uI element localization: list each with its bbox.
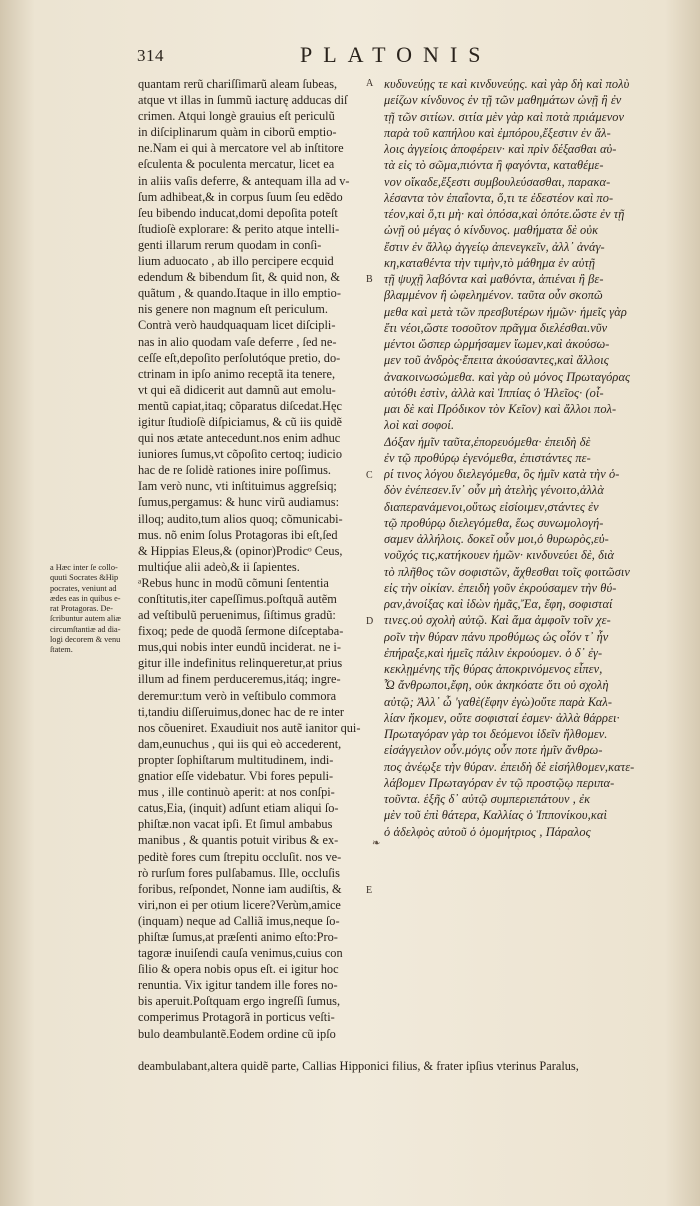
- latin-text-line: nis genere non magnum eſt periculum.: [138, 302, 328, 317]
- greek-text-line: μεν τοῦ ἀνδρὸς·ἔπειτα ἀκούσαντες,καὶ ἄλλοις: [384, 353, 609, 368]
- latin-text-line: tagoræ inuiſendi cauſa venimus,cuius con: [138, 946, 343, 961]
- latin-text-line: conſtitutis,iter capeſſimus.poſtquã autẽm: [138, 592, 337, 606]
- latin-column: [138, 76, 364, 1042]
- latin-text-line: hac de re ſolidè rationes inire poſſimus.: [138, 463, 331, 478]
- section-marker-b: B: [366, 274, 373, 285]
- latin-text-line: rò rurſum fores pulſabamus. Ille, occluſis: [138, 865, 340, 880]
- greek-text-line: ἔστιν ἐν ἄλλῳ ἀγγείῳ ἀπενεγκεῖν, ἀλλ᾽ ἀνάγ-: [384, 239, 605, 254]
- latin-text-line: in diſciplinarum quàm in ciborũ emptio-: [138, 125, 337, 140]
- latin-text-line: & Hippias Eleus,& (opinor)Prodicᵒ Ceus,: [138, 543, 343, 558]
- greek-text-line: ὁ ἀδελφὸς αὐτοῦ ὁ ὁμομήτριος , Πάραλος: [384, 824, 591, 839]
- latin-text-line: quantam rerũ chariſſimarũ aleam ſubeas,: [138, 77, 338, 91]
- latin-text-line: gitur ille indefinitus relinqueretur,at prius: [138, 656, 343, 671]
- greek-text-line: αὐτόθι ἐστὶν, ἀλλὰ καὶ Ἱππίας ὁ Ἠλεῖος· (οἶ-: [384, 385, 604, 400]
- section-marker-a: A: [366, 78, 374, 89]
- greek-text-line: ὠνῇ οὐ μέγας ὁ κίνδυνος. μαθήματα δὲ οὐκ: [384, 223, 599, 238]
- marginal-note-line: rat Protagoras. De-: [50, 604, 113, 614]
- latin-text-line: atque vt illas in ſummũ iacturę adducas diſ: [138, 93, 348, 108]
- greek-text-line: κεκλῃμένης τῆς θύρας ἀποκρινόμενος εἶπεν,: [384, 662, 603, 676]
- latin-text-line: genti illarum rerum quodam in conſi-: [138, 237, 322, 252]
- latin-text-line: deremur:tum verò in veſtibulo commora: [138, 688, 337, 703]
- latin-text-line: ad veſtibulũ peruenimus, ſiſtimus gradũ:: [138, 608, 336, 623]
- greek-text-line: μὲν τοῦ ἐπὶ θάτερα, Καλλίας ὁ Ἱππονίκου,καὶ: [384, 808, 607, 823]
- running-title: PLATONIS: [300, 42, 492, 67]
- latin-text-line: bis aperuit.Poſtquam ergo ingreſſi ſumus,: [138, 994, 341, 1009]
- greek-text-line: τὰ εἰς τὸ σῶμα,πιόντα ἢ φαγόντα, καταθέμε-: [384, 158, 604, 173]
- latin-text-line: crimen. Atqui longè grauius eſt periculũ: [138, 109, 335, 124]
- greek-text-line: ἐπήραξε,καὶ ἡμεῖς πάλιν ἐκρούομεν. ὁ δ᾽ ἐγ-: [384, 645, 603, 660]
- greek-text-line: Ὦ ἄνθρωποι,ἔφη, οὐκ ἀκηκόατε ὅτι οὐ σχολὴ: [384, 678, 609, 693]
- marginal-note-line: pocrates, veniunt ad: [50, 583, 117, 593]
- greek-text-line: τοῦντα. ἑξῆς δ᾽ αὐτῷ συμπεριεπάτουν , ἐκ: [384, 792, 591, 806]
- greek-text-line: ροῖν τὴν θύραν πάνυ προθύμως ὡς οἷόν τ᾽ ἦν: [384, 629, 609, 644]
- latin-text-line: peditè fores cum ſtrepitu occluſit. nos ve-: [138, 849, 342, 864]
- greek-text-line: ραν,ἀνοίξας καὶ ἰδὼν ἡμᾶς,Ἔα, ἔφη, σοφισταί: [384, 597, 613, 611]
- latin-text-line: manibus , & quantis potuit viribus & ex-: [138, 833, 339, 848]
- latin-text-line: catus,Eia, (inquit) adſunt etiam aliqui ſo-: [138, 801, 339, 816]
- latin-text-line: qui nos ætate antecedunt.nos enim adhuc: [138, 431, 341, 446]
- latin-text-line: (inquam) neque ad Calliã imus,neque ſo-: [138, 913, 340, 928]
- latin-text-line: ſtudioſè explorare: & perito atque intelli-: [138, 221, 340, 236]
- latin-text-line: phiſtæ.non vacat ipſi. Et ſimul ambabus: [138, 817, 333, 832]
- greek-text-line: εἰς τὴν οἰκίαν. ἐπειδὴ γοῦν ἐκρούσαμεν τὴν θύ-: [384, 580, 617, 595]
- marginal-note-line: ſcribuntur autem aliæ: [50, 614, 121, 624]
- marginal-note-line: a Hæc inter ſe collo-: [50, 563, 118, 572]
- latin-text-line: foribus, reſpondet, Nonne iam audiſtis, &: [138, 881, 342, 896]
- latin-text-line: Iam verò nunc, vti inſtituimus aggreſsiq;: [138, 479, 337, 494]
- latin-text-line: vt qui eã didicerit aut damnũ aut emolu-: [138, 382, 336, 397]
- greek-text-line: ρί τινος λόγου διελεγόμεθα, ὃς ἡμῖν κατὰ τὴν ὁ-: [384, 467, 620, 481]
- greek-text-line: τὸ πλῆθος τῶν σοφιστῶν, ἄχθεσθαι τοῖς φοιτῶσιν: [384, 564, 631, 579]
- greek-text-line: ἀνακοινωσώμεθα. καὶ γὰρ οὐ μόνος Πρωταγόρας: [384, 369, 631, 384]
- marginal-note-line: logi decorem & venu: [50, 635, 121, 645]
- latin-text-line: ti,tandiu diſſeruimus,donec hac de re inter: [138, 704, 345, 719]
- full-width-closing-line: deambulabant,altera quidẽ parte, Callias Hipponici filius, & frater ipſius vterinus Paralus,: [138, 1059, 579, 1073]
- latin-text-line: ᵃRebus hunc in modũ cõmuni ſententia: [138, 575, 329, 590]
- greek-text-line: δὸν ἐνέπεσεν.ἵν᾽ οὖν μὴ ἀτελὴς γένοιτο,ἀλλὰ: [384, 483, 604, 498]
- latin-text-line: in aliis vaſis deferre, & antequam illa ad v-: [138, 173, 350, 188]
- greek-text-line: εἰσάγγειλον οὖν.μόγις οὖν ποτε ἡμῖν ἄνθρω-: [384, 743, 603, 758]
- latin-text-line: dam,eunuchus , qui iis qui eò accederent,: [138, 736, 342, 751]
- latin-text-line: mus,qui nobis inter eundũ inciderat. ne i-: [138, 640, 341, 655]
- marginal-note-line: quuti Socrates &Hip: [50, 573, 119, 583]
- latin-text-line: propter ſophiſtarum multitudinem, indi-: [138, 752, 334, 767]
- latin-text-line: nos cõueniret. Exaudiuit nos autẽ ianitor qui-: [138, 720, 361, 735]
- latin-text-line: multiq́ue alii adeò,& ii ſapientes.: [138, 559, 300, 574]
- greek-text-line: παρὰ τοῦ καπήλου καὶ ἐμπόρου,ἔξεστιν ἐν ἄλ-: [384, 125, 611, 140]
- latin-text-line: ſeu bibendo inducat,domi depoſita poteſt: [138, 205, 338, 220]
- section-marker-d: D: [366, 616, 374, 627]
- greek-text-line: μέντοι ὥσπερ ὡρμήσαμεν ἴωμεν,καὶ ἀκούσω-: [384, 337, 610, 351]
- latin-text-line: ceſſe eſt,depoſito perſolutóque pretio, do-: [138, 350, 341, 365]
- latin-text-line: edendum & bibendum ſit, & quid non, &: [138, 270, 340, 285]
- greek-text-line: νοῦχός τις,κατήκουεν ἡμῶν· κινδυνεύει δὲ, διὰ: [384, 548, 615, 563]
- latin-text-line: nas in alio quodam vaſe deferre , ſed ne-: [138, 334, 337, 349]
- greek-text-line: λέσαντα τὸν ἐπαΐοντα, ὅ,τι τε ἐδεστέον καὶ πο-: [384, 190, 614, 205]
- latin-text-line: viri,non ei per otium licere?Verùm,amice: [138, 897, 341, 912]
- latin-text-line: mentũ capiat,itaq; cõparatus diſcedat.Hęc: [138, 398, 342, 413]
- marginal-note: [50, 563, 142, 656]
- greek-text-line: μεθα καὶ μετὰ τῶν πρεσβυτέρων ἡμῶν· ἡμεῖς γὰρ: [384, 304, 627, 319]
- latin-text-line: renuntia. Vix igitur tandem ille fores no-: [138, 978, 338, 993]
- latin-text-line: ſilio & opera nobis opus eſt. ei igitur hoc: [138, 962, 339, 977]
- latin-text-line: ctrinam in ipſo animo receptã ita tenere,: [138, 366, 336, 381]
- marginal-note-line: ædes eas in quibus e-: [50, 593, 121, 603]
- latin-text-line: illoq; audito,tum alios quoq; cõmunicabi-: [138, 511, 343, 526]
- greek-column: [366, 76, 672, 896]
- greek-text-line: τέον,καὶ ὅ,τι μὴ· καὶ ὁπόσα,καὶ ὁπότε.ὥστε ἐν τῇ: [384, 207, 625, 221]
- latin-text-line: mus. nõ enim ſolus Protagoras ibi eſt,ſed: [138, 527, 338, 542]
- greek-text-line: Δόξαν ἡμῖν ταῦτα,ἐπορευόμεθα· ἐπειδὴ δὲ: [384, 434, 591, 449]
- section-marker-c: C: [366, 470, 373, 481]
- latin-text-line: ſum adhibeat,& in corpus ſuum ſeu edẽdo: [138, 189, 343, 204]
- greek-text-line: νον οἴκαδε,ἔξεστι συμβουλεύσασθαι, παρακα-: [384, 174, 611, 189]
- greek-text-line: κη,καταθέντα τὴν τιμὴν,τὸ μάθημα ἐν αὐτῇ: [384, 255, 596, 270]
- greek-text-line: λάβομεν Πρωταγόραν ἐν τῷ προστῷῳ περιπα-: [384, 775, 615, 790]
- latin-text-line: fixoq; pede de quodã ſermone diſceptaba-: [138, 624, 344, 639]
- latin-text-line: quãtum , & quando.Itaque in illo emptio-: [138, 286, 341, 301]
- greek-text-line: βλαμμένον ἢ ὠφελημένον. ταῦτα οὖν σκοπῶ: [384, 288, 603, 303]
- greek-text-line: τινες.οὐ σχολὴ αὐτῷ. Καὶ ἅμα ἀμφοῖν τοῖν χε-: [384, 613, 611, 628]
- latin-text-line: igitur ſtudioſè diſpiciamus, & cũ iis quidẽ: [138, 414, 342, 429]
- fleuron-ornament: ❧: [372, 838, 381, 849]
- greek-text-line: αὐτῷ; Ἀλλ᾽ ὦ 'γαθὲ(ἔφην ἐγὼ)οὔτε παρὰ Καλ-: [384, 694, 613, 709]
- greek-text-line: μείζων κίνδυνος ἐν τῇ τῶν μαθημάτων ὠνῇ ἢ ἐν: [384, 93, 622, 108]
- greek-text-line: μαι δὲ καὶ Πρόδικον τὸν Κεῖον) καὶ ἄλλοι πολ-: [384, 402, 617, 416]
- latin-text-line: gnatior eſſe videbatur. Vbi fores pepuli-: [138, 769, 334, 784]
- greek-text-line: Πρωταγόραν γὰρ τοι δεόμενοι ἰδεῖν ἤλθομεν.: [384, 727, 608, 741]
- latin-text-line: lium aduocato , ab illo percipere ecquid: [138, 254, 334, 269]
- latin-text-line: eſculenta & poculenta mercatur, licet ea: [138, 157, 335, 172]
- latin-text-line: Contrà verò haudquaquam licet diſcipli-: [138, 318, 336, 333]
- greek-text-line: κυδυνεύῃς τε καὶ κινδυνεύῃς. καὶ γὰρ δὴ καὶ πολὺ: [384, 77, 630, 91]
- page-number: 314: [137, 46, 164, 65]
- section-marker-e: E: [366, 885, 373, 896]
- latin-text-line: iuniores ſumus,vt cõpoſito certoq; iudicio: [138, 447, 342, 462]
- greek-text-line: ἔτι νέοι,ὥστε τοσοῦτον πρᾶγμα διελέσθαι.νῦν: [384, 320, 608, 335]
- greek-text-line: τῇ ψυχῇ λαβόντα καὶ μαθόντα, ἀπιέναι ἢ βε-: [384, 272, 604, 286]
- greek-text-line: πος ἀνέῳξε τὴν θύραν. ἐπειδὴ δὲ εἰσήλθομεν,κατε-: [384, 759, 635, 774]
- greek-text-line: ἐν τῷ προθύρῳ ἐγενόμεθα, ἐπιστάντες πε-: [384, 450, 591, 465]
- marginal-note-line: ſtatem.: [50, 645, 73, 655]
- greek-text-line: διαπερανάμενοι,οὕτως εἰσίοιμεν,στάντες ἐν: [384, 499, 599, 514]
- latin-text-line: ne.Nam ei qui à mercatore vel ab inſtitore: [138, 141, 344, 156]
- greek-text-line: λοις ἀγγείοις ἀποφέρειν· καὶ πρὶν δέξασθαι αὐ-: [384, 142, 617, 156]
- marginal-note-line: circumſtantiæ ad dia-: [50, 624, 121, 634]
- latin-text-line: bulo deambulantẽ.Eodem ordine cũ ipſo: [138, 1026, 336, 1041]
- greek-text-line: τῇ τῶν σιτίων. σιτία μὲν γὰρ καὶ ποτὰ πριάμενον: [384, 109, 625, 124]
- latin-text-line: mus , ille continuò aperit: at nos conſpi-: [138, 785, 335, 800]
- greek-text-line: λοὶ καὶ σοφοί.: [384, 418, 455, 433]
- latin-text-line: phiſtæ ſumus,at præſenti animo eſto:Pro-: [138, 929, 338, 944]
- greek-text-line: σαμεν ἀλλήλοις. δοκεῖ οὖν μοι,ὁ θυρωρὸς,εὐ-: [384, 532, 609, 546]
- latin-text-line: illum ad finem perduceremus,itáq; ingre-: [138, 672, 341, 687]
- greek-text-line: τῷ προθύρῳ διελεγόμεθα, ἕως συνωμολογή-: [384, 515, 604, 530]
- latin-text-line: comperimus Protagorã in porticus veſti-: [138, 1010, 335, 1025]
- greek-text-line: λίαν ἥκομεν, οὔτε σοφισταί ἐσμεν· ἀλλὰ θάρρει·: [384, 710, 620, 725]
- latin-text-line: ſumus,pergamus: & hunc virũ audiamus:: [138, 495, 340, 510]
